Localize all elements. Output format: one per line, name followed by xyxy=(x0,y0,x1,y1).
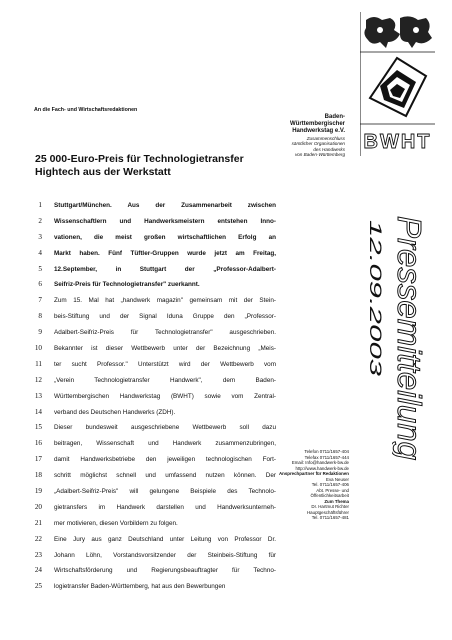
body-line xyxy=(30,389,280,405)
contact-fax: Telefax 0711/1657-444 xyxy=(304,454,349,460)
line-number: 19 xyxy=(34,487,42,496)
line-number: 24 xyxy=(34,566,42,575)
line-number: 23 xyxy=(34,550,42,559)
contact-phone: Telefon 0711/1657-404 xyxy=(304,449,349,454)
body-line xyxy=(30,230,280,246)
line-number: 2 xyxy=(38,216,42,225)
line-number: 20 xyxy=(34,502,42,511)
line-text: Johann Löhn, Vorstandsvorsitzender der Steinbeis-Stiftung für xyxy=(54,551,276,559)
contact-heading-1: Ansprechpartner für Redaktionen xyxy=(278,471,349,476)
headline-line-1: 25 000-Euro-Preis für Technologietransfer xyxy=(35,153,244,165)
line-number: 16 xyxy=(34,439,42,448)
line-text: Eine Jury aus ganz Deutschland unter Leitung von Professor Dr. xyxy=(54,535,276,543)
line-text: beitragen, Wissenschaft und Handwerk zusammenzubringen, xyxy=(54,440,276,448)
body-line xyxy=(30,373,280,389)
body-line xyxy=(30,563,280,579)
contact-block xyxy=(272,449,349,521)
line-number: 11 xyxy=(35,359,42,368)
headline-line-2: Hightech aus der Werkstatt xyxy=(35,166,171,178)
body-line xyxy=(30,452,280,468)
line-text: Dieser bundesweit ausgeschriebene Wettbewerb soll dazu xyxy=(54,424,276,432)
bwht-lion-crest-icon xyxy=(364,16,432,48)
line-number: 7 xyxy=(38,296,42,305)
line-number: 1 xyxy=(38,201,42,209)
body-line xyxy=(30,579,280,595)
recipients-line: An die Fach- und Wirtschaftsredaktionen xyxy=(34,107,138,113)
bwht-logo xyxy=(360,12,435,156)
contact-tel-1: Tel. 0711/1657-406 xyxy=(311,482,349,487)
body-line xyxy=(30,214,280,230)
line-text: damit Handwerksbetriebe den jeweiligen technologischen Fort- xyxy=(54,456,276,464)
line-number: 18 xyxy=(34,471,42,480)
line-text: Wirtschaftsförderung und Regierungsbeauftragter für Techno- xyxy=(54,567,276,575)
body-line xyxy=(30,246,280,262)
line-text: Wissenschaftlern und Handwerksmeistern entstehen Inno- xyxy=(54,217,276,225)
line-number: 22 xyxy=(34,534,42,543)
line-text: Markt haben. Fünf Tüftler-Gruppen wurde jetzt am Freitag, xyxy=(54,249,276,257)
contact-web: http://www.handwerk-bw.de xyxy=(295,465,349,471)
body-line xyxy=(30,468,280,484)
logo-text: BWHT xyxy=(363,131,432,153)
body-line xyxy=(30,436,280,452)
line-number: 21 xyxy=(34,518,42,527)
line-number: 13 xyxy=(34,391,42,400)
line-number: 14 xyxy=(34,407,42,416)
org-name-1: Baden-Württembergischer xyxy=(289,114,345,128)
org-name-2: Handwerkstag e.V. xyxy=(292,128,345,135)
line-text: Württembergischen Handwerkstag (BWHT) sowie vom Zentral- xyxy=(54,392,276,400)
body-line xyxy=(30,325,280,341)
line-number: 17 xyxy=(34,455,42,464)
pressemitteilung-label xyxy=(392,216,436,462)
line-text: gietransfers im Handwerk darstellen und Handwerksunterneh- xyxy=(54,503,276,511)
body-line xyxy=(30,198,280,214)
line-number: 9 xyxy=(38,328,42,337)
body-line xyxy=(30,309,280,325)
line-number: 4 xyxy=(38,248,42,257)
line-number: 15 xyxy=(34,423,42,432)
org-sub-3: des Handwerks xyxy=(313,146,345,152)
body-line xyxy=(30,405,280,421)
press-date-text: 12.09.2003 xyxy=(366,220,385,306)
contact-heading-2: Zum Thema xyxy=(324,498,349,504)
line-text: Zum 15. Mal hat „handwerk magazin" gemeinsam mit der Stein- xyxy=(54,297,276,305)
numbered-body xyxy=(30,198,280,595)
line-text: beis-Stiftung und der Signal Iduna Gruppe den „Professor- xyxy=(54,313,276,321)
line-text: verband des Deutschen Handwerks (ZDH). xyxy=(54,408,176,416)
contact-role-1a: Abt. Presse- und xyxy=(316,487,349,493)
line-text: mer motivieren, diesen Vorbildern zu folgen. xyxy=(54,519,178,527)
line-number: 25 xyxy=(34,582,42,591)
line-number: 12 xyxy=(34,375,42,384)
headline xyxy=(35,153,265,179)
press-date xyxy=(362,220,386,380)
line-text: Stuttgart/München. Aus der Zusammenarbeit zwischen xyxy=(54,202,276,209)
body-line xyxy=(30,341,280,357)
line-text: 12.September, in Stuttgart der „Professor-Adalbert- xyxy=(54,265,276,273)
body-line xyxy=(30,420,280,436)
body-line xyxy=(30,484,280,500)
contact-role-1b: Öffentlichkeitsarbeit xyxy=(310,493,349,498)
contact-email: Email: Info@handwerk-bw.de xyxy=(291,460,349,465)
body-line xyxy=(30,516,280,532)
contact-tel-2: Tel. 0711/1657-481 xyxy=(311,515,349,520)
line-text: „Verein Technologietransfer Handwerk", dem Baden- xyxy=(54,376,276,384)
line-text: schritt möglichst schnell und umfassend nutzen können. Der xyxy=(54,472,276,480)
body-line xyxy=(30,548,280,564)
body-line xyxy=(30,500,280,516)
line-text: logietransfer Baden-Württemberg, hat aus den Bewerbungen xyxy=(54,583,226,591)
line-text: „Adalbert-Seifriz-Preis" will gelungene Beispiele des Technolo- xyxy=(54,488,276,496)
body-line xyxy=(30,532,280,548)
line-text: Seifriz-Preis für Technologietransfer" zuerkannt. xyxy=(54,281,200,289)
org-sub-1: Zusammenschluss xyxy=(306,135,345,141)
line-number: 5 xyxy=(38,264,42,273)
org-sub-2: sämtlicher Organisationen xyxy=(291,141,345,147)
contact-person-2: Dr. Hartmut Richter xyxy=(311,504,349,509)
line-number: 8 xyxy=(38,312,42,321)
line-number: 10 xyxy=(34,344,42,353)
body-line xyxy=(30,293,280,309)
line-text: Adalbert-Seifriz-Preis für Technologietransfer" ausgeschrieben. xyxy=(54,329,276,337)
line-number: 6 xyxy=(38,280,42,289)
body-line xyxy=(30,357,280,373)
body-line xyxy=(30,262,280,278)
body-line xyxy=(30,277,280,293)
contact-person-1: Eva Neuser xyxy=(326,476,349,482)
line-text: ter sucht Professor." Unterstützt wird der Wettbewerb vom xyxy=(54,360,276,368)
pressemitteilung-text: Pressemitteilung xyxy=(392,216,428,460)
contact-role-2: Hauptgeschäftsführer xyxy=(307,509,349,515)
bwht-cube-mark-icon xyxy=(370,58,426,116)
org-sub-4: von Baden-Württemberg xyxy=(294,152,345,158)
organization-block xyxy=(272,114,345,158)
line-text: vationen, die meist großen wirtschaftlichen Erfolg an xyxy=(54,233,276,241)
line-number: 3 xyxy=(38,232,42,241)
line-text: Bekannter ist dieser Wettbewerb unter der Bezeichnung „Meis- xyxy=(54,345,276,353)
